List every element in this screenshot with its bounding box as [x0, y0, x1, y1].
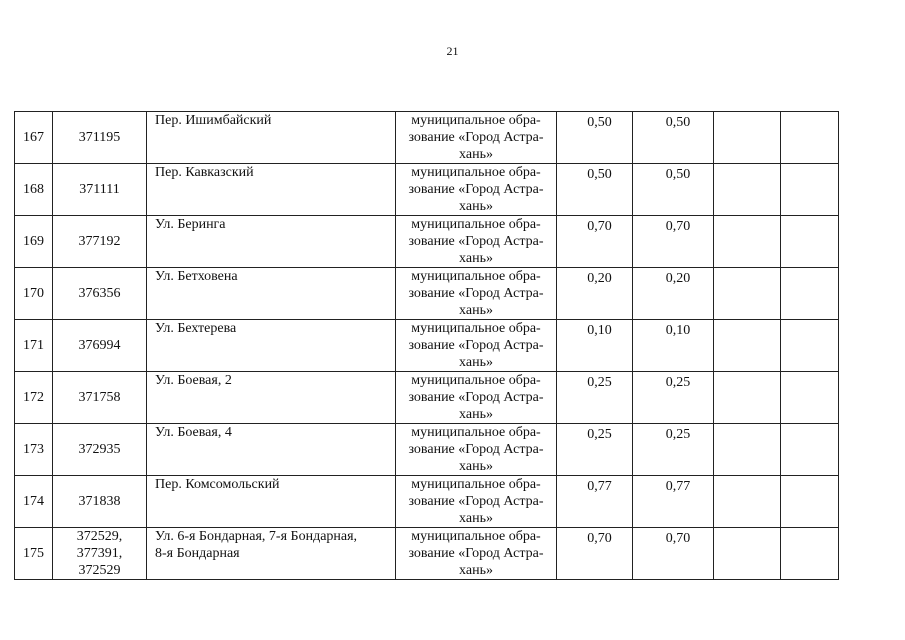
street-name-line: Пер. Комсомольский — [155, 477, 280, 492]
table-row — [15, 372, 839, 424]
row-number-cell: 171 — [15, 320, 53, 372]
street-name-cell — [147, 476, 396, 528]
street-name-line: Ул. Бетховена — [155, 269, 238, 284]
length-cell — [557, 476, 633, 528]
owner-line: хань» — [459, 251, 493, 266]
code-line: 372935 — [78, 442, 121, 457]
empty-cell — [781, 320, 839, 372]
empty-cell — [781, 424, 839, 476]
owner-line: зование «Город Астра- — [408, 286, 544, 301]
row-number-cell: 172 — [15, 372, 53, 424]
owner-cell — [396, 476, 557, 528]
row-number-cell: 169 — [15, 216, 53, 268]
owner-line: хань» — [459, 303, 493, 318]
owner-line: хань» — [459, 355, 493, 370]
code-cell — [53, 528, 147, 580]
row-number-cell: 174 — [15, 476, 53, 528]
code-line: 376356 — [78, 286, 121, 301]
owner-line: муниципальное обра- — [411, 321, 541, 336]
length-cell — [557, 372, 633, 424]
owner-line: муниципальное обра- — [411, 165, 541, 180]
empty-cell — [781, 216, 839, 268]
street-name-line: Ул. 6-я Бондарная, 7-я Бондарная, — [155, 529, 358, 544]
row-number-cell: 175 — [15, 528, 53, 580]
length-value: 0,20 — [587, 271, 612, 286]
length-cell — [557, 320, 633, 372]
street-name-line: Пер. Кавказский — [155, 165, 254, 180]
length-value: 0,50 — [587, 167, 612, 182]
empty-cell — [781, 112, 839, 164]
length-value-2: 0,20 — [665, 271, 691, 286]
length-value-2: 0,77 — [665, 479, 691, 494]
length-cell — [557, 216, 633, 268]
length-cell — [557, 528, 633, 580]
code-line: 371838 — [78, 494, 121, 509]
length-cell — [557, 424, 633, 476]
length-cell-2 — [633, 476, 714, 528]
owner-cell — [396, 320, 557, 372]
owner-line: хань» — [459, 459, 493, 474]
length-value-2: 0,25 — [665, 375, 691, 390]
owner-cell — [396, 268, 557, 320]
empty-cell — [714, 372, 781, 424]
length-value-2: 0,50 — [665, 167, 691, 182]
street-name-line: Ул. Бехтерева — [155, 321, 237, 336]
empty-cell — [714, 528, 781, 580]
empty-cell — [781, 476, 839, 528]
table-row — [15, 424, 839, 476]
code-cell — [53, 216, 147, 268]
owner-line: зование «Город Астра- — [408, 442, 544, 457]
street-name-line: Пер. Ишимбайский — [155, 113, 272, 128]
code-line: 376994 — [78, 338, 121, 353]
empty-cell — [714, 268, 781, 320]
empty-cell — [781, 372, 839, 424]
table-row — [15, 528, 839, 580]
length-value-2: 0,70 — [665, 219, 691, 234]
length-cell-2 — [633, 320, 714, 372]
length-value: 0,70 — [587, 219, 612, 234]
length-cell-2 — [633, 268, 714, 320]
owner-line: хань» — [459, 407, 493, 422]
owner-line: муниципальное обра- — [411, 113, 541, 128]
code-line: 377192 — [78, 234, 121, 249]
code-line: 371111 — [79, 182, 120, 197]
roads-table — [14, 111, 839, 580]
owner-line: муниципальное обра- — [411, 373, 541, 388]
table-row — [15, 268, 839, 320]
length-cell — [557, 164, 633, 216]
owner-cell — [396, 216, 557, 268]
owner-line: хань» — [459, 511, 493, 526]
empty-cell — [781, 164, 839, 216]
code-line: 371758 — [78, 390, 121, 405]
code-cell — [53, 112, 147, 164]
street-name-cell — [147, 112, 396, 164]
table-row — [15, 112, 839, 164]
code-cell — [53, 424, 147, 476]
length-cell — [557, 112, 633, 164]
code-line: 372529, — [76, 529, 123, 544]
length-value-2: 0,10 — [665, 323, 691, 338]
empty-cell — [714, 164, 781, 216]
owner-cell — [396, 528, 557, 580]
page-number: 21 — [446, 44, 459, 58]
length-value: 0,25 — [587, 427, 612, 442]
length-cell-2 — [633, 528, 714, 580]
owner-line: зование «Город Астра- — [408, 494, 544, 509]
owner-line: зование «Город Астра- — [408, 182, 544, 197]
street-name-line: Ул. Беринга — [155, 217, 226, 232]
length-value: 0,70 — [587, 531, 612, 546]
code-cell — [53, 268, 147, 320]
empty-cell — [714, 476, 781, 528]
length-cell-2 — [633, 424, 714, 476]
street-name-cell — [147, 528, 396, 580]
owner-line: муниципальное обра- — [411, 477, 541, 492]
empty-cell — [714, 424, 781, 476]
owner-line: муниципальное обра- — [411, 529, 541, 544]
owner-line: хань» — [459, 199, 493, 214]
row-number-cell: 168 — [15, 164, 53, 216]
empty-cell — [714, 216, 781, 268]
length-value: 0,25 — [587, 375, 612, 390]
street-name-cell — [147, 164, 396, 216]
owner-line: зование «Город Астра- — [408, 546, 544, 561]
length-value-2: 0,25 — [665, 427, 691, 442]
street-name-line: 8-я Бондарная — [155, 546, 240, 561]
length-cell-2 — [633, 216, 714, 268]
owner-line: зование «Город Астра- — [408, 338, 544, 353]
row-number-cell: 173 — [15, 424, 53, 476]
empty-cell — [714, 112, 781, 164]
owner-line: муниципальное обра- — [411, 269, 541, 284]
table-row — [15, 476, 839, 528]
code-cell — [53, 164, 147, 216]
street-name-cell — [147, 216, 396, 268]
length-cell-2 — [633, 164, 714, 216]
empty-cell — [714, 320, 781, 372]
code-cell — [53, 476, 147, 528]
owner-line: хань» — [459, 147, 493, 162]
street-name-cell — [147, 320, 396, 372]
street-name-line: Ул. Боевая, 4 — [155, 425, 232, 440]
owner-cell — [396, 112, 557, 164]
length-value-2: 0,70 — [665, 531, 691, 546]
owner-line: зование «Город Астра- — [408, 390, 544, 405]
empty-cell — [781, 268, 839, 320]
street-name-cell — [147, 424, 396, 476]
owner-line: зование «Город Астра- — [408, 234, 544, 249]
owner-cell — [396, 372, 557, 424]
length-cell — [557, 268, 633, 320]
code-cell — [53, 372, 147, 424]
length-value-2: 0,50 — [665, 115, 691, 130]
length-cell-2 — [633, 112, 714, 164]
length-cell-2 — [633, 372, 714, 424]
length-value: 0,10 — [587, 323, 612, 338]
table-row — [15, 164, 839, 216]
code-cell — [53, 320, 147, 372]
street-name-cell — [147, 268, 396, 320]
street-name-line: Ул. Боевая, 2 — [155, 373, 232, 388]
owner-cell — [396, 164, 557, 216]
empty-cell — [781, 528, 839, 580]
length-value: 0,50 — [587, 115, 612, 130]
owner-cell — [396, 424, 557, 476]
row-number-cell: 170 — [15, 268, 53, 320]
owner-line: зование «Город Астра- — [408, 130, 544, 145]
code-line: 372529 — [78, 563, 121, 578]
length-value: 0,77 — [587, 479, 612, 494]
owner-line: муниципальное обра- — [411, 217, 541, 232]
code-line: 371195 — [78, 130, 121, 145]
table-row — [15, 320, 839, 372]
code-line: 377391, — [76, 546, 123, 561]
street-name-cell — [147, 372, 396, 424]
row-number-cell: 167 — [15, 112, 53, 164]
table-row — [15, 216, 839, 268]
owner-line: хань» — [459, 563, 493, 578]
owner-line: муниципальное обра- — [411, 425, 541, 440]
